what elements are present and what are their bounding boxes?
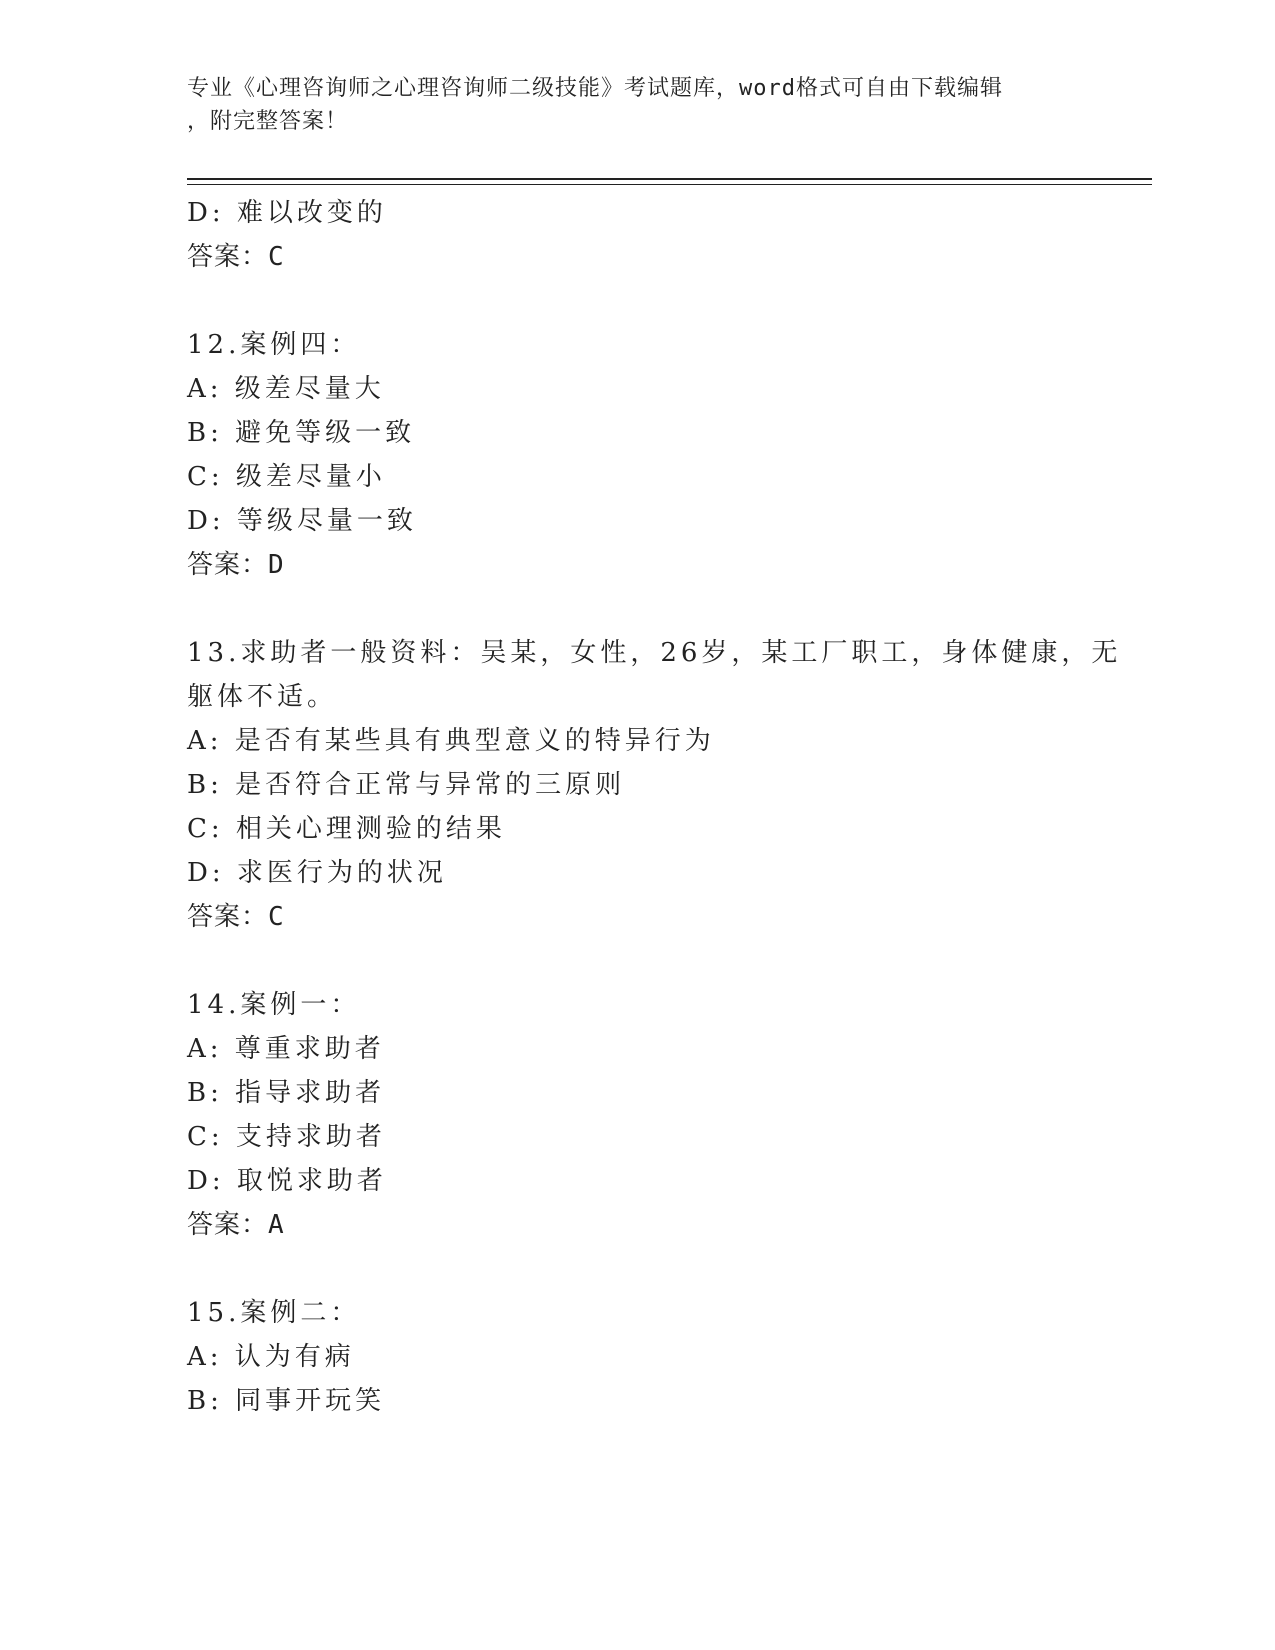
q14-title: 14.案例一：	[187, 990, 361, 1020]
answer-label: 答案：	[187, 902, 269, 932]
q14-answer	[187, 1204, 285, 1241]
document-header	[187, 72, 1087, 138]
q14-option-c: C: 支持求助者	[187, 1122, 386, 1152]
header-rule-thin	[187, 184, 1152, 185]
q12-option-c: C: 级差尽量小	[187, 462, 386, 492]
q14-option-b: B: 指导求助者	[187, 1078, 386, 1108]
q14-option-d: D: 取悦求助者	[187, 1166, 387, 1196]
q12-option-d: D: 等级尽量一致	[187, 506, 417, 536]
header-rule-thick	[187, 178, 1152, 180]
answer-value: A	[268, 1210, 285, 1240]
q14-option-a: A: 尊重求助者	[187, 1034, 385, 1064]
q11-answer	[187, 236, 285, 273]
q15-option-b: B: 同事开玩笑	[187, 1386, 386, 1416]
q13-title-line-1: 13.求助者一般资料：吴某，女性，26岁，某工厂职工，身体健康，无	[187, 638, 1122, 668]
q13-option-c: C: 相关心理测验的结果	[187, 814, 506, 844]
q13-option-d: D: 求医行为的状况	[187, 858, 447, 888]
q15-option-a: A: 认为有病	[187, 1342, 355, 1372]
q13-option-b: B: 是否符合正常与异常的三原则	[187, 770, 626, 800]
answer-label: 答案：	[187, 550, 269, 580]
q11-option-d: D: 难以改变的	[187, 198, 387, 228]
answer-value: C	[268, 242, 285, 272]
answer-value: D	[268, 550, 285, 580]
q13-option-a: A: 是否有某些具有典型意义的特异行为	[187, 726, 715, 756]
answer-label: 答案：	[187, 1210, 269, 1240]
answer-label: 答案：	[187, 242, 269, 272]
q13-answer	[187, 896, 285, 933]
header-line-2: ，附完整答案！	[187, 109, 349, 134]
answer-value: C	[268, 902, 285, 932]
q12-option-b: B: 避免等级一致	[187, 418, 416, 448]
q12-option-a: A: 级差尽量大	[187, 374, 385, 404]
header-line-1: 专业《心理咨询师之心理咨询师二级技能》考试题库，word格式可自由下载编辑	[187, 76, 1003, 101]
q12-answer	[187, 544, 285, 581]
q12-title: 12.案例四：	[187, 330, 361, 360]
q15-title: 15.案例二：	[187, 1298, 361, 1328]
q13-title-line-2: 躯体不适。	[187, 682, 338, 712]
